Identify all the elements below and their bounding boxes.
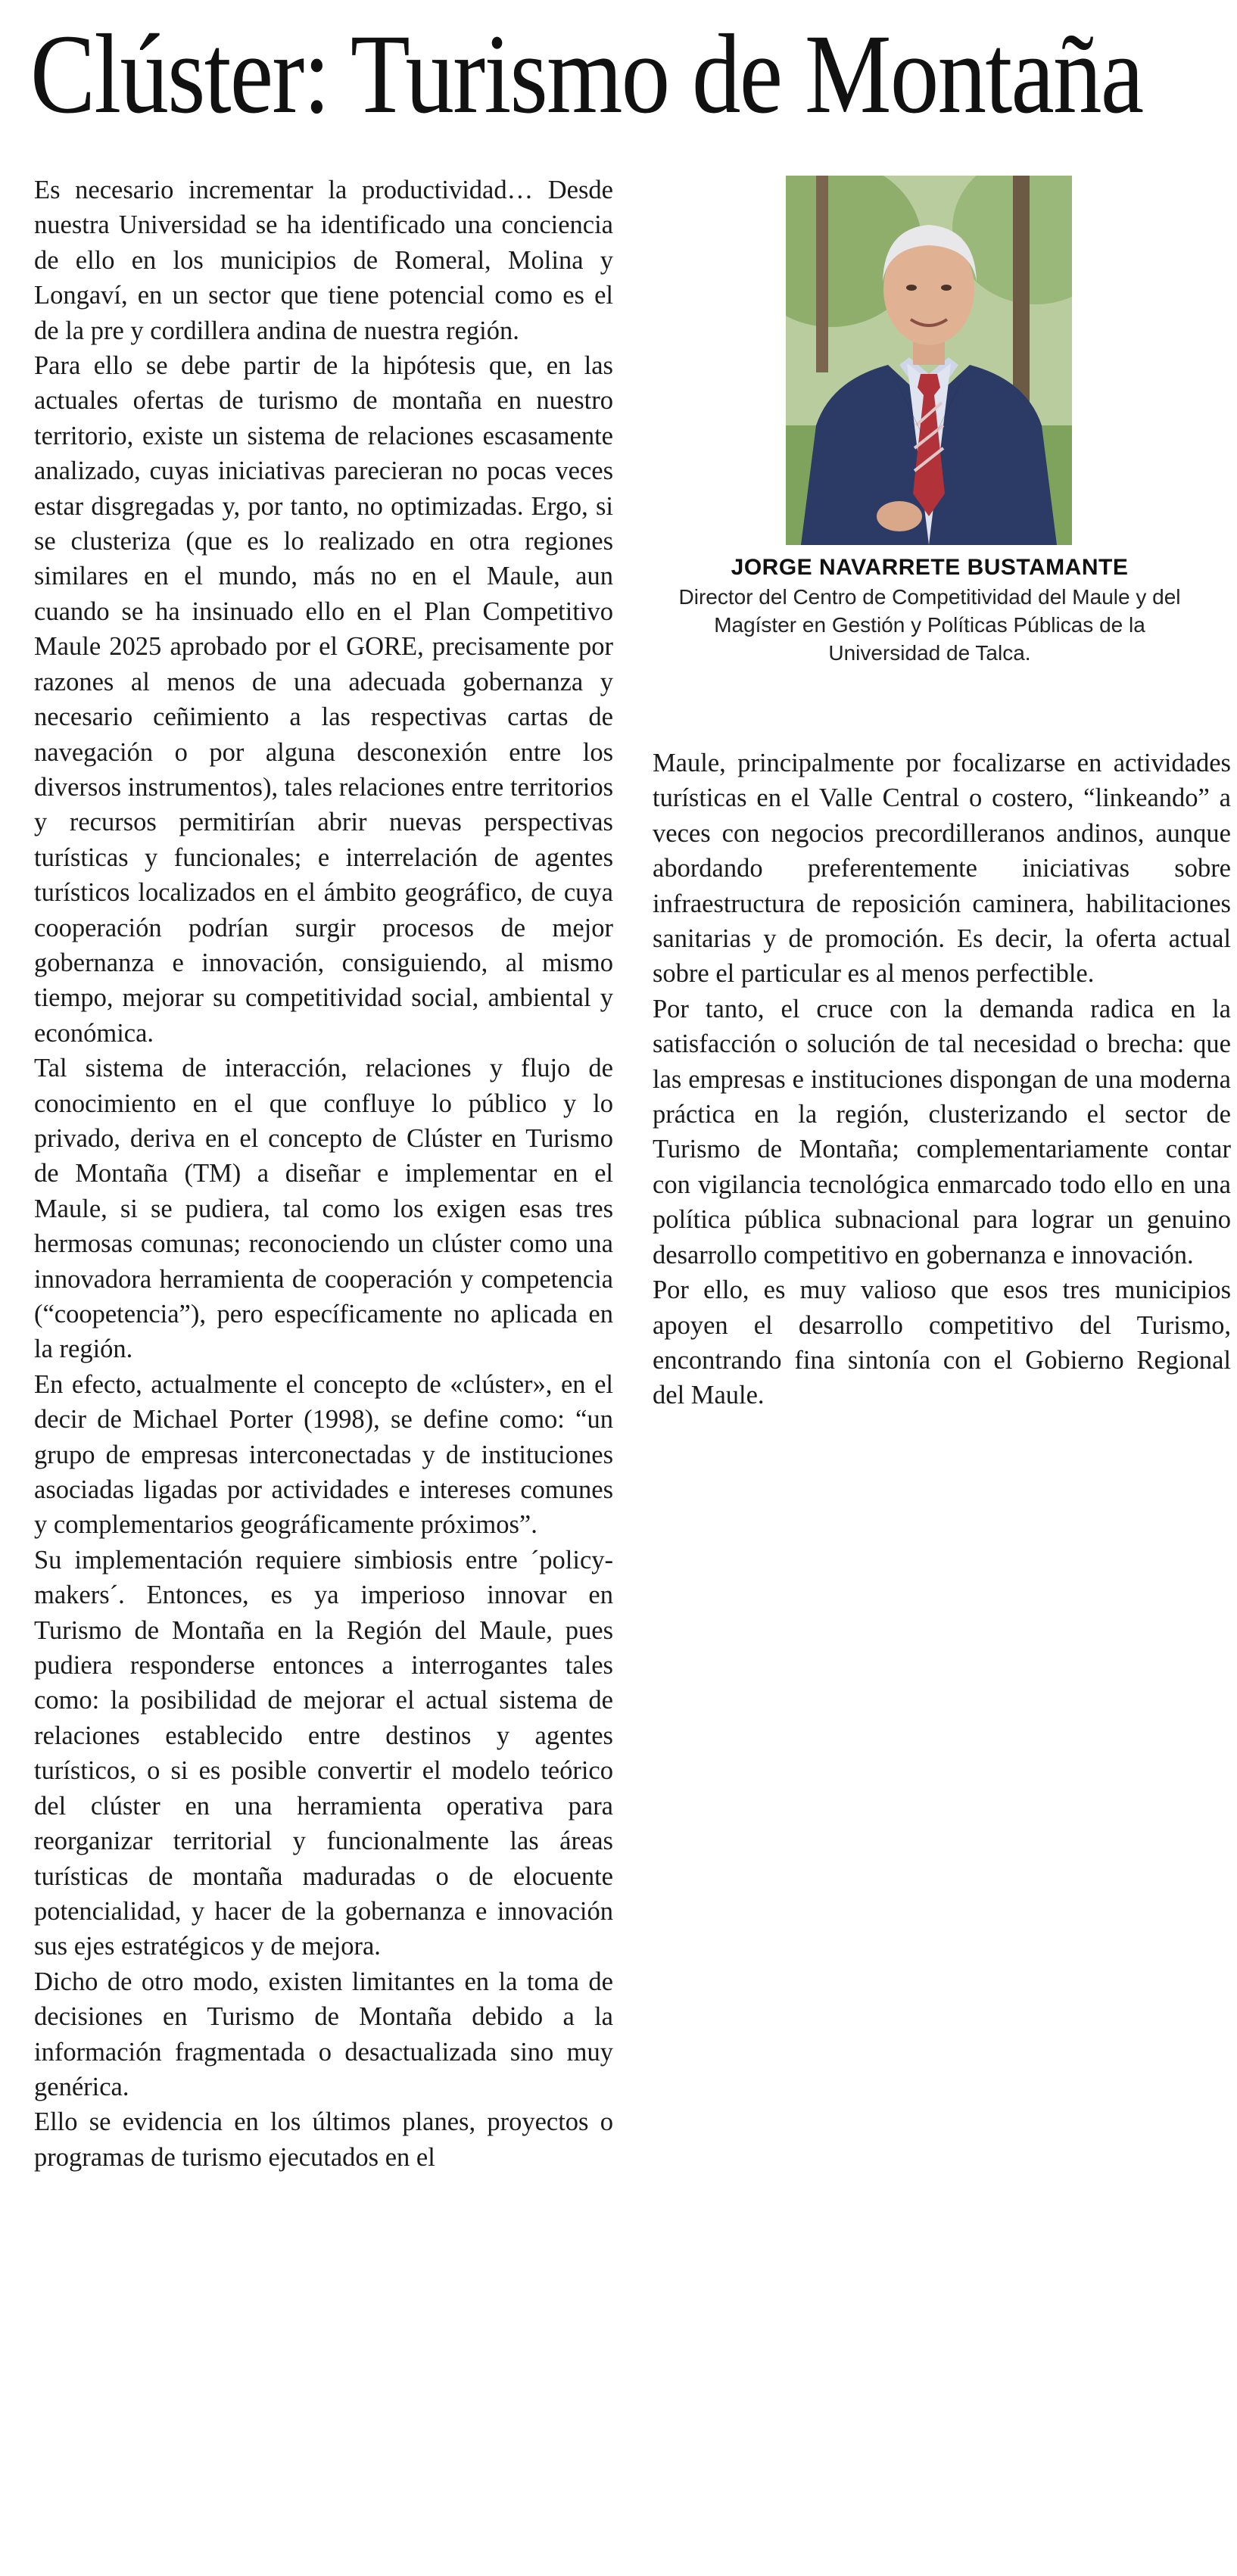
article-paragraph: Para ello se debe partir de la hipótesis que, en las actuales ofertas de turismo de montaña en nuestro territorio, existe un sistema de relaciones escasamente analizado, cuyas iniciativas parecieran no pocas veces estar disgregadas y, por tanto, no optimizadas. Ergo, si se clusteriza (que es lo realizado en otra regiones similares en el mundo, más no en el Maule, aun cuando se ha insinuado ello en el Plan Competitivo Maule 2025 aprobado por el GORE, precisamente por razones al menos de una adecuada gobernanza y necesario ceñimiento a las respectivas cartas de navegación o por alguna desconexión entre los diversos instrumentos), tales relaciones entre territorios y recursos permitirían abrir nuevas perspectivas turísticas y funcionales; e interrelación de agentes turísticos localizados en el ámbito geográfico, de cuya cooperación podrían surgir procesos de mejor gobernanza e innovación, consiguiendo, al mismo tiempo, mejorar su competitividad social, ambiental y económica. — [34, 351, 613, 1048]
article-right-column — [653, 746, 1231, 1413]
article-paragraph: Ello se evidencia en los últimos planes, proyectos o programas de turismo ejecutados en el — [34, 2107, 613, 2172]
article-paragraph: Por ello, es muy valioso que esos tres municipios apoyen el desarrollo competitivo del Turismo, encontrando fina sintonía con el Gobierno Regional del Maule. — [653, 1276, 1231, 1410]
author-name: JORGE NAVARRETE BUSTAMANTE — [731, 555, 1129, 580]
article-paragraph: Dicho de otro modo, existen limitantes en la toma de decisiones en Turismo de Montaña debido a la información fragmentada o desactualizada sino muy genérica. — [34, 1967, 613, 2101]
article-left-column — [34, 173, 613, 2175]
article-paragraph: Su implementación requiere simbiosis entre ´policy-makers´. Entonces, es ya imperioso innovar en Turismo de Montaña en la Región del Maule, pues pudiera responderse entonces a interrogantes tales como: la posibilidad de mejorar el actual sistema de relaciones establecido entre destinos y agentes turísticos, o si es posible convertir el modelo teórico del clúster en una herramienta operativa para reorganizar territorial y funcionalmente las áreas turísticas de montaña maduradas o de elocuente potencialidad, y hacer de la gobernanza e innovación sus ejes estratégicos y de mejora. — [34, 1545, 613, 1961]
article-paragraph: Maule, principalmente por focalizarse en actividades turísticas en el Valle Central o costero, “linkeando” a veces con negocios precordilleranos andinos, aunque abordando preferentemente iniciativas sobre infraestructura de reposición caminera, habilitaciones sanitarias y de promoción. Es decir, la oferta actual sobre el particular es al menos perfectible. — [653, 749, 1231, 989]
article-paragraph: En efecto, actualmente el concepto de «clúster», en el decir de Michael Porter (1998), se define como: “un grupo de empresas interconectadas y de instituciones asociadas ligadas por actividades e intereses comunes y complementarios geográficamente próximos”. — [34, 1369, 613, 1540]
author-role: Director del Centro de Competitividad del Maule y del Magíster en Gestión y Políticas Públicas de la Universidad de Talca. — [678, 585, 1181, 665]
photo-caption — [659, 553, 1201, 667]
article-paragraph: Es necesario incrementar la productividad… Desde nuestra Universidad se ha identificado una conciencia de ello en los municipios de Romeral, Molina y Longaví, en un sector que tiene potencial como es el de la pre y cordillera andina de nuestra región. — [34, 176, 613, 345]
article-paragraph: Por tanto, el cruce con la demanda radica en la satisfacción o solución de tal necesidad o brecha: que las empresas e instituciones dispongan de una moderna práctica en la región, clusterizando el sector de Turismo de Montaña; complementariamente contar con vigilancia tecnológica enmarcado todo ello en una política pública subnacional para lograr un genuino desarrollo competitivo en gobernanza e innovación. — [653, 994, 1231, 1269]
article-paragraph: Tal sistema de interacción, relaciones y flujo de conocimiento en el que confluye lo público y lo privado, deriva en el concepto de Clúster en Turismo de Montaña (TM) a diseñar e implementar en el Maule, si se pudiera, tal como los exigen esas tres hermosas comunas; reconociendo un clúster como una innovadora herramienta de cooperación y competencia (“coopetencia”), pero específicamente no aplicada en la región. — [34, 1054, 613, 1364]
author-portrait-illustration — [786, 176, 1072, 545]
article-title: Clúster: Turismo de Montaña — [30, 11, 1143, 137]
author-photo — [786, 176, 1072, 545]
